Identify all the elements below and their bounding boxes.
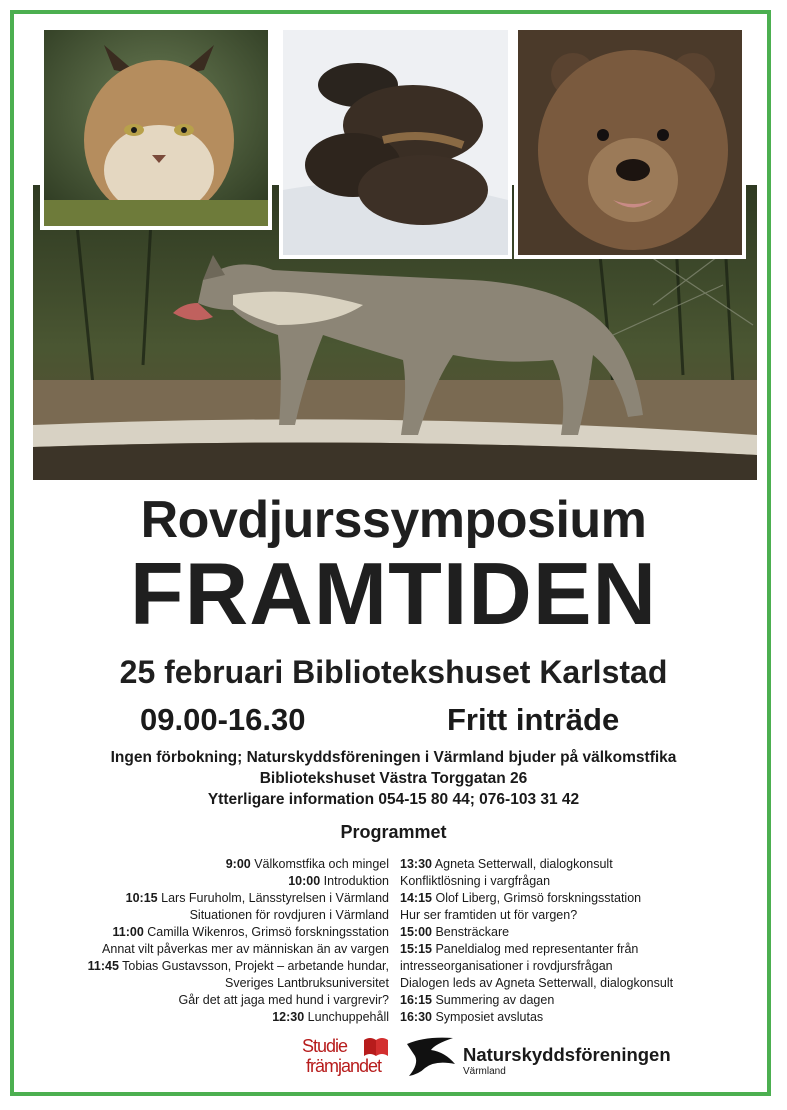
program-item-time: 14:15 xyxy=(400,891,432,905)
naturskyddsforeningen-logo xyxy=(405,1034,685,1084)
nf-logo-region: Värmland xyxy=(463,1066,506,1077)
event-time: 09.00-16.30 xyxy=(140,702,306,737)
program-item-text: Sveriges Lantbruksuniversitet xyxy=(225,976,389,990)
program-item-text: Situationen för rovdjuren i Värmland xyxy=(189,908,389,922)
lynx-photo xyxy=(40,26,272,230)
program-item-text: Dialogen leds av Agneta Setterwall, dialogkonsult xyxy=(400,976,674,990)
program-item-time: 11:00 xyxy=(112,925,144,939)
studie-logo-text-2: främjandet xyxy=(306,1056,382,1076)
program-left-column xyxy=(49,856,389,1026)
program-item-time: 9:00 xyxy=(225,857,251,871)
program-item-text: intresseorganisationer i rovdjursfrågan xyxy=(400,959,613,973)
program-item-time: 16:30 xyxy=(400,1010,432,1024)
program-item xyxy=(49,856,389,873)
program-item xyxy=(49,890,389,907)
program-item-text: Går det att jaga med hund i vargrevir? xyxy=(178,993,389,1007)
program-item xyxy=(400,1009,740,1026)
program-item-text: Lunchuppehåll xyxy=(307,1010,389,1024)
program-item xyxy=(49,958,389,975)
program-item-text: Paneldialog med representanter från xyxy=(435,942,639,956)
program-item-time: 10:00 xyxy=(288,874,321,888)
program-item-text: Symposiet avslutas xyxy=(435,1010,544,1024)
info-booking: Ingen förbokning; Naturskyddsföreningen i Värmland bjuder på välkomstfika xyxy=(110,749,677,766)
title-line1: Rovdjurssymposium xyxy=(140,491,647,549)
program-item-text: Annat vilt påverkas mer av människan än av vargen xyxy=(102,942,389,956)
program-item xyxy=(49,992,389,1009)
nf-logo-name: Naturskyddsföreningen xyxy=(463,1044,671,1065)
program-item xyxy=(400,924,740,941)
program-right-column xyxy=(400,856,740,1026)
program-item xyxy=(400,907,740,924)
info-contact: Ytterligare information 054-15 80 44; 076-103 31 42 xyxy=(207,791,580,808)
program-item xyxy=(49,941,389,958)
program-item-time: 10:15 xyxy=(125,891,158,905)
program-item-time: 16:15 xyxy=(400,993,432,1007)
program-item xyxy=(49,907,389,924)
program-item-text: Välkomstfika och mingel xyxy=(254,857,389,871)
program-item xyxy=(400,873,740,890)
event-date-location: 25 februari Bibliotekshuset Karlstad xyxy=(119,654,668,690)
program-item xyxy=(400,975,740,992)
program-item-time: 12:30 xyxy=(272,1010,305,1024)
program-item-time: 15:15 xyxy=(400,942,432,956)
program-item xyxy=(49,1009,389,1026)
program-item xyxy=(49,873,389,890)
program-item-time: 13:30 xyxy=(400,857,432,871)
program-item-text: Olof Liberg, Grimsö forskningsstation xyxy=(435,891,642,905)
book-icon xyxy=(362,1036,390,1058)
studiefraemjandet-logo xyxy=(302,1034,394,1084)
program-item-text: Tobias Gustavsson, Projekt – arbetande hundar, xyxy=(122,959,389,973)
program-item xyxy=(400,890,740,907)
entry-fee: Fritt inträde xyxy=(447,702,620,737)
program-item xyxy=(49,975,389,992)
program-item-text: Konfliktlösning i vargfrågan xyxy=(400,874,551,888)
program-item-text: Camilla Wikenros, Grimsö forskningsstation xyxy=(147,925,389,939)
program-item xyxy=(400,941,740,958)
wolverine-photo xyxy=(279,26,512,259)
program-item-text: Lars Furuholm, Länsstyrelsen i Värmland xyxy=(161,891,389,905)
program-item-time: 11:45 xyxy=(87,959,119,973)
program-item xyxy=(49,924,389,941)
studie-logo-text-1: Studie xyxy=(302,1036,348,1056)
program-item xyxy=(400,958,740,975)
program-item-time: 15:00 xyxy=(400,925,432,939)
title-line2: FRAMTIDEN xyxy=(129,544,658,643)
bird-icon xyxy=(405,1034,457,1078)
info-address: Bibliotekshuset Västra Torggatan 26 xyxy=(259,770,528,787)
program-item xyxy=(400,992,740,1009)
program-item-text: Bensträckare xyxy=(435,925,510,939)
program-item-text: Introduktion xyxy=(323,874,389,888)
program-heading: Programmet xyxy=(340,822,447,842)
program-item-text: Agneta Setterwall, dialogkonsult xyxy=(434,857,613,871)
program-item-text: Hur ser framtiden ut för vargen? xyxy=(400,908,578,922)
bear-photo xyxy=(514,26,746,259)
program-item-text: Summering av dagen xyxy=(435,993,555,1007)
program-item xyxy=(400,856,740,873)
